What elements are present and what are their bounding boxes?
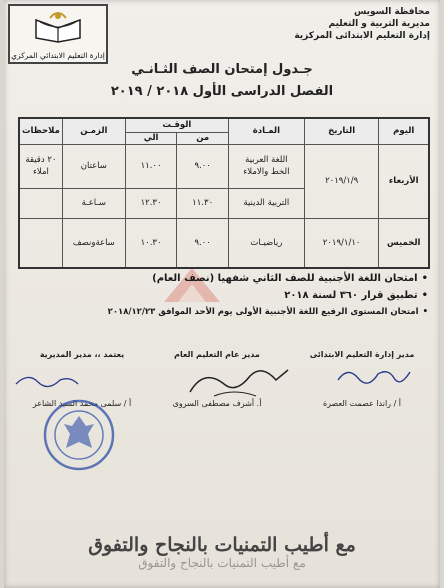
closing-phrase: مع أطيب التمنيات بالنجاح والتفوق [88,534,356,556]
closing-phrase-bleed: مع أطيب التمنيات بالنجاح والتفوق [138,556,306,570]
notes-cell [19,188,62,218]
header-from: من [177,132,229,144]
page-title: جـدول إمتحان الصف الثـانـي [131,62,313,77]
signature-name: أ / راندا عصمت العصرة [322,399,402,408]
header-line-administration: إدارة التعليم الابتدائى المركزية [294,31,430,41]
to-cell: ١٠.٣٠ [125,218,177,268]
subject-cell [228,144,304,188]
page-subtitle: الفصل الدراسى الأول ٢٠١٨ / ٢٠١٩ [110,84,334,99]
day-cell: الخميس [379,218,429,268]
to-cell: ١٢.٣٠ [125,188,177,218]
book-logo-icon [32,8,84,44]
from-cell: ٩.٠٠ [177,218,229,268]
notes-cell [19,218,62,268]
subject-line: الخط والاملاء [243,167,290,177]
official-seal-icon [42,398,116,472]
day-cell: الأربعاء [379,144,429,218]
logo-caption: إدارة التعليم الابتدائي المركزي [11,51,105,60]
notes-list [108,270,428,321]
header-to: الي [125,132,177,144]
header-time: الوقـت [125,118,228,132]
note-line: ٢٠ دقيقة [25,155,57,165]
date-cell: ٢٠١٩/١/٩ [304,144,379,218]
signature-name: أ / سلمى محمد السيد الشاعر [32,399,132,408]
header-date: التاريخ [304,118,379,144]
to-cell: ١١.٠٠ [125,144,177,188]
header-day: اليوم [379,118,429,144]
table-row [19,144,429,188]
duration-cell: ساعتان [62,144,125,188]
header-subject: المـادة [228,118,304,144]
header-line-directorate: مديرية التربية و التعليم [328,19,430,29]
from-cell: ١١.٣٠ [177,188,229,218]
subject-cell: التربية الدينية [228,188,304,218]
header-notes: ملاحظات [19,118,62,144]
subject-line: اللغة العربية [245,155,288,165]
signature-title: مدير إدارة التعليم الابتدائى [309,350,415,359]
table-row [19,218,429,268]
note-item: •تطبيق قرار ٣٦٠ لسنة ٢٠١٨ [284,290,428,301]
note-item: •امتحان اللغة الأجنبية للصف الثاني شفهيا (نصف العام) [152,273,428,284]
header-duration: الزمـن [62,118,125,144]
signature-title: مدير عام التعليم العام [174,350,260,359]
note-line: املاء [32,167,49,177]
from-cell: ٩.٠٠ [177,144,229,188]
handwritten-signature-icon [334,362,414,388]
signature-name: أ. أشرف مصطفى السروى [172,399,262,408]
handwritten-signature-icon [184,362,294,402]
header-line-governorate: محافظة السويس [353,7,430,17]
notes-cell [19,144,62,188]
subject-cell: رياضيـات [228,218,304,268]
header-authority [294,6,430,42]
duration-cell: سـاعـة [62,188,125,218]
note-item: •امتحان المستوى الرفيع اللغة الأجنبية الأولى يوم الأحد الموافق ٢٠١٨/١٢/٢٣ [107,307,428,317]
signature-title: يعتمد ،، مدير المديرية [39,350,125,359]
duration-cell: ساعةونصف [62,218,125,268]
date-cell: ٢٠١٩/١/١٠ [304,218,379,268]
document-page [4,0,440,588]
handwritten-signature-icon [12,370,82,392]
logo [8,4,108,64]
exam-schedule-table [18,117,430,269]
